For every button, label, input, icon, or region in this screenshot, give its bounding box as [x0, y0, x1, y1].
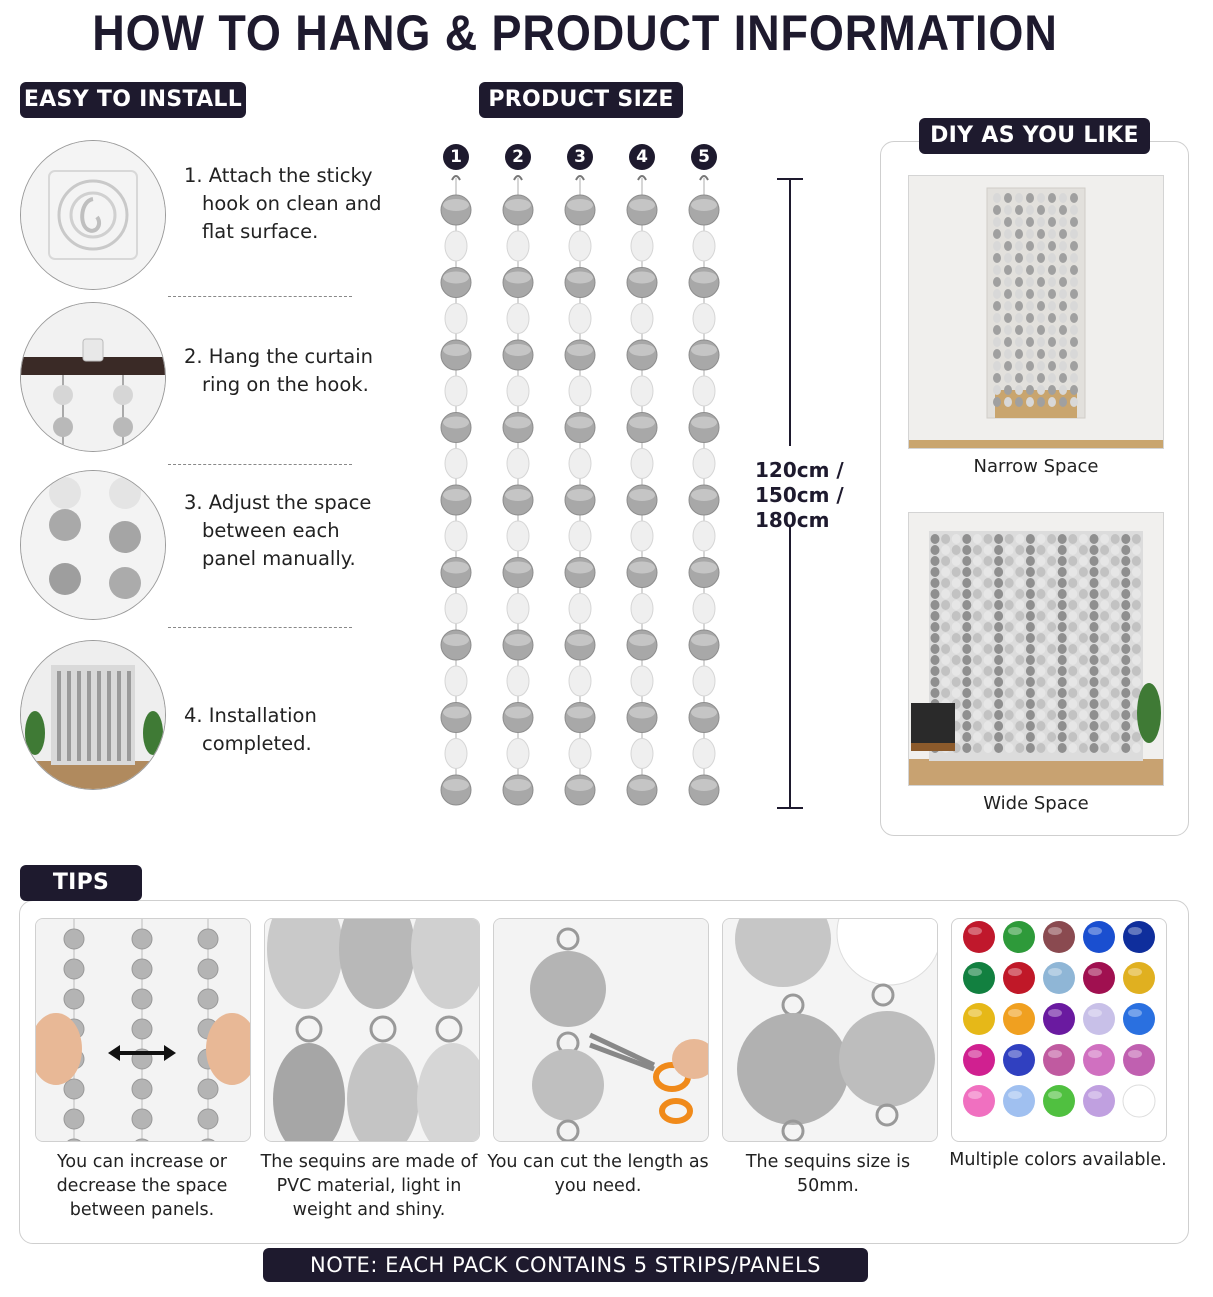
clear-sequin — [569, 231, 591, 261]
tip-color-options-image — [951, 918, 1167, 1142]
clear-sequin — [631, 666, 653, 696]
clear-sequin — [693, 666, 715, 696]
color-swatch — [963, 921, 995, 953]
wide-space-caption: Wide Space — [983, 793, 1089, 814]
color-swatch — [1083, 1085, 1115, 1117]
color-swatch — [1123, 1085, 1155, 1117]
clear-sequin — [693, 594, 715, 624]
tips-heading: TIPS — [20, 865, 142, 901]
clear-sequin — [631, 594, 653, 624]
strip-number-4: 4 — [629, 144, 655, 170]
tip-cut-length-image — [493, 918, 709, 1142]
installation-complete-image — [20, 640, 166, 790]
clear-sequin — [631, 231, 653, 261]
strip-number-1: 1 — [443, 144, 469, 170]
clear-sequin — [445, 739, 467, 769]
clear-sequin — [445, 594, 467, 624]
tip-sequin-size-image — [722, 918, 938, 1142]
clear-sequin — [631, 449, 653, 479]
color-swatch — [1003, 1003, 1035, 1035]
tip-adjust-space-image — [35, 918, 251, 1142]
clear-sequin — [507, 304, 529, 334]
step-divider — [168, 627, 352, 628]
clear-sequin — [569, 521, 591, 551]
color-swatch — [1003, 921, 1035, 953]
clear-sequin — [693, 304, 715, 334]
clear-sequin — [507, 739, 529, 769]
page-title: HOW TO HANG & PRODUCT INFORMATION — [92, 5, 1058, 61]
color-swatch — [1043, 921, 1075, 953]
step-4-text: 4. Installation completed. — [184, 704, 317, 755]
clear-sequin — [445, 376, 467, 406]
clear-sequin — [631, 304, 653, 334]
clear-sequin — [631, 739, 653, 769]
clear-sequin — [507, 231, 529, 261]
easy-install-heading: EASY TO INSTALL — [20, 82, 246, 118]
tip-3-caption: You can cut the length as you need. — [487, 1152, 709, 1196]
clear-sequin — [569, 739, 591, 769]
color-swatch — [1003, 1085, 1035, 1117]
color-swatch — [1083, 962, 1115, 994]
clear-sequin — [445, 521, 467, 551]
sequin-strips-graphic — [440, 174, 740, 814]
color-swatch — [1083, 1044, 1115, 1076]
clear-sequin — [569, 376, 591, 406]
color-swatch — [1123, 921, 1155, 953]
step-divider — [168, 296, 352, 297]
strip-number-5: 5 — [691, 144, 717, 170]
clear-sequin — [569, 594, 591, 624]
strip-number-2: 2 — [505, 144, 531, 170]
color-swatch — [1043, 962, 1075, 994]
clear-sequin — [693, 231, 715, 261]
pack-contents-note: NOTE: EACH PACK CONTAINS 5 STRIPS/PANELS — [263, 1248, 868, 1282]
clear-sequin — [631, 521, 653, 551]
clear-sequin — [445, 231, 467, 261]
clear-sequin — [569, 304, 591, 334]
product-size-heading: PRODUCT SIZE — [479, 82, 683, 118]
clear-sequin — [507, 376, 529, 406]
tip-1-caption: You can increase or decrease the space between panels. — [56, 1152, 228, 1220]
color-swatch — [1043, 1044, 1075, 1076]
adjust-space-image — [20, 470, 166, 620]
tip-4-caption: The sequins size is 50mm. — [745, 1152, 911, 1196]
clear-sequin — [569, 666, 591, 696]
diy-heading: DIY AS YOU LIKE — [919, 118, 1150, 154]
color-swatch — [1123, 962, 1155, 994]
color-swatch — [1043, 1085, 1075, 1117]
clear-sequin — [569, 449, 591, 479]
clear-sequin — [693, 449, 715, 479]
color-swatch — [1083, 921, 1115, 953]
color-swatch — [963, 1003, 995, 1035]
clear-sequin — [507, 449, 529, 479]
clear-sequin — [631, 376, 653, 406]
color-swatch — [963, 1085, 995, 1117]
hang-ring-image — [20, 302, 166, 452]
step-1-text: 1. Attach the sticky hook on clean and flat surface. — [184, 164, 382, 243]
curtain-strips — [440, 144, 740, 814]
color-swatch — [963, 1044, 995, 1076]
clear-sequin — [445, 304, 467, 334]
narrow-space-caption: Narrow Space — [973, 456, 1099, 477]
clear-sequin — [445, 666, 467, 696]
clear-sequin — [693, 376, 715, 406]
step-divider — [168, 464, 352, 465]
step-3-text: 3. Adjust the space between each panel manually. — [184, 491, 372, 570]
clear-sequin — [693, 521, 715, 551]
length-label: 120cm / 150cm / 180cm — [755, 458, 844, 532]
wide-space-photo — [908, 512, 1164, 786]
tip-2-caption: The sequins are made of PVC material, light in weight and shiny. — [260, 1152, 478, 1220]
strip-number-3: 3 — [567, 144, 593, 170]
clear-sequin — [507, 521, 529, 551]
color-swatch — [1123, 1003, 1155, 1035]
clear-sequin — [445, 449, 467, 479]
color-swatch — [1043, 1003, 1075, 1035]
clear-sequin — [693, 739, 715, 769]
clear-sequin — [507, 594, 529, 624]
tip-pvc-material-image — [264, 918, 480, 1142]
color-swatch — [1083, 1003, 1115, 1035]
narrow-space-photo — [908, 175, 1164, 449]
clear-sequin — [507, 666, 529, 696]
tip-5-caption: Multiple colors available. — [949, 1150, 1167, 1170]
color-swatch — [1123, 1044, 1155, 1076]
color-swatch — [963, 962, 995, 994]
sticky-hook-image — [20, 140, 166, 290]
step-2-text: 2. Hang the curtain ring on the hook. — [184, 345, 374, 396]
color-swatch — [1003, 962, 1035, 994]
color-swatch — [1003, 1044, 1035, 1076]
